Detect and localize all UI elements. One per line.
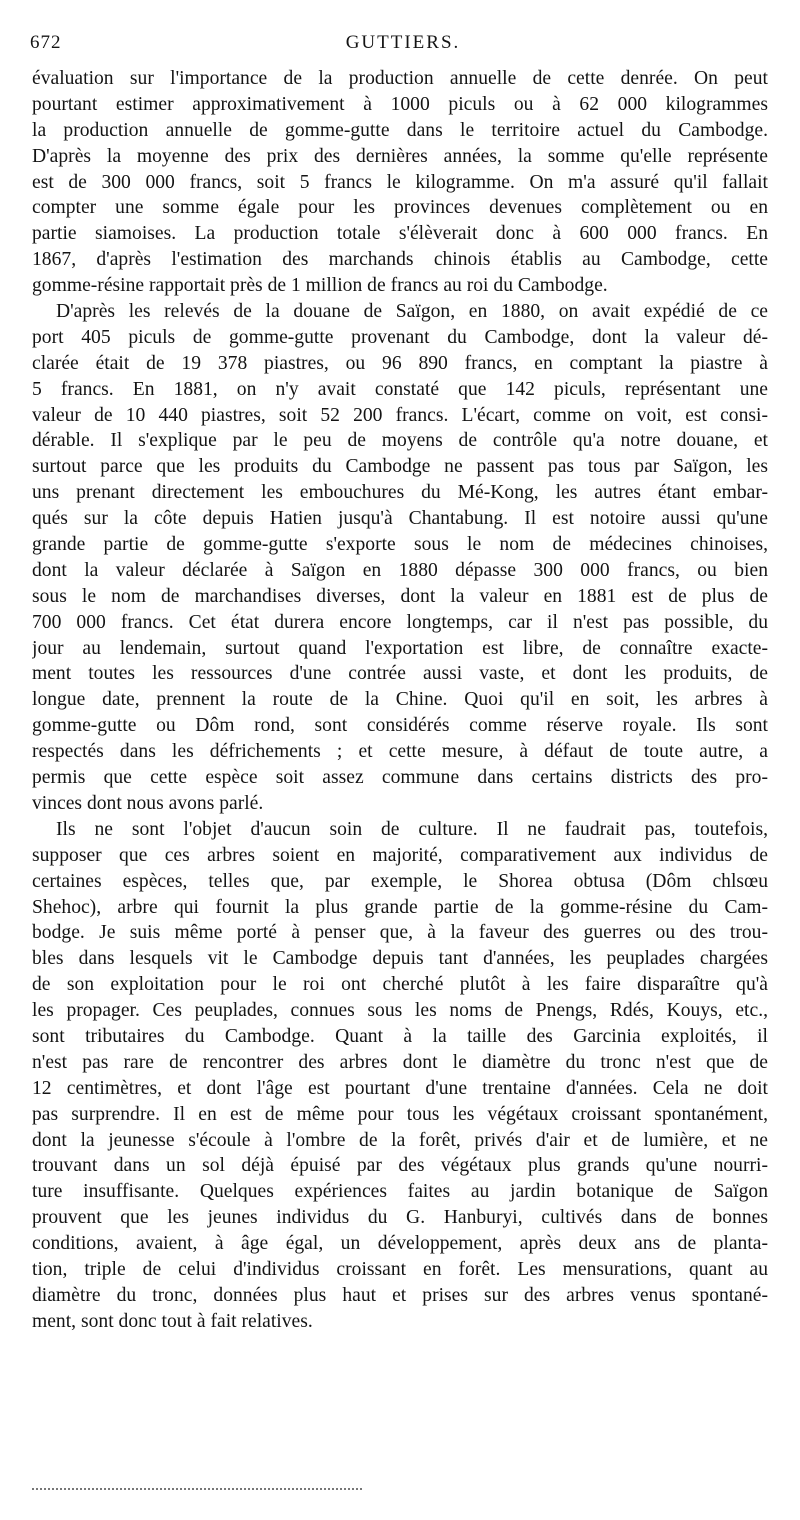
text-line: surtout parce que les produits du Cambodge ne passent pas tous par Saïgon, les	[32, 456, 768, 478]
text-line: supposer que ces arbres soient en majorité, comparativement aux individus de	[32, 844, 768, 866]
text-line: 12 centimètres, et dont l'âge est pourtant d'une trentaine d'années. Cela ne doit	[32, 1077, 768, 1099]
text-line: compter une somme égale pour les provinces devenues complètement ou en	[32, 197, 768, 219]
text-line: 5 francs. En 1881, on n'y avait constaté que 142 piculs, représentant une	[32, 378, 768, 400]
text-line: évaluation sur l'importance de la production annuelle de cette denrée. On peut	[32, 68, 768, 89]
text-line: 1867, d'après l'estimation des marchands chinois établis au Cambodge, cette	[32, 249, 768, 271]
paragraph	[32, 817, 768, 1335]
text-line: est de 300 000 francs, soit 5 francs le kilogramme. On m'a assuré qu'il fallait	[32, 171, 768, 193]
text-line: clarée était de 19 378 piastres, ou 96 890 francs, en comptant la piastre à	[32, 352, 768, 374]
text-line: pas surprendre. Il en est de même pour tous les végétaux croissant spontanément,	[32, 1103, 768, 1125]
text-line: bodge. Je suis même porté à penser que, à la faveur des guerres ou des trou-	[32, 922, 768, 944]
text-line: permis que cette espèce soit assez commune dans certains districts des pro-	[32, 767, 768, 789]
page-number: 672	[30, 32, 62, 53]
footer-rule	[32, 1484, 362, 1490]
text-line: partie siamoises. La production totale s'élèverait donc à 600 000 francs. En	[32, 223, 768, 245]
text-line: jour au lendemain, surtout quand l'exportation est libre, de connaître exacte-	[32, 637, 768, 659]
text-line: ture insuffisante. Quelques expériences faites au jardin botanique de Saïgon	[32, 1181, 768, 1203]
text-line: sous le nom de marchandises diverses, dont la valeur en 1881 est de plus de	[32, 585, 768, 607]
text-line: prouvent que les jeunes individus du G. Hanburyi, cultivés dans de bonnes	[32, 1207, 768, 1229]
text-line: vinces dont nous avons parlé.	[32, 792, 264, 814]
text-line: longue date, prennent la route de la Chine. Quoi qu'il en soit, les arbres à	[32, 689, 768, 711]
body-text	[32, 66, 768, 1335]
text-line: 700 000 francs. Cet état durera encore longtemps, car il n'est pas possible, du	[32, 611, 768, 633]
text-line: certaines espèces, telles que, par exemple, le Shorea obtusa (Dôm chlsœu	[32, 870, 768, 892]
text-line: dérable. Il s'explique par le peu de moyens de contrôle qu'a notre douane, et	[32, 430, 768, 452]
text-line: gomme-gutte ou Dôm rond, sont considérés comme réserve royale. Ils sont	[32, 715, 768, 737]
text-line: valeur de 10 440 piastres, soit 52 200 francs. L'écart, comme on voit, est consi-	[32, 404, 768, 426]
text-line: n'est pas rare de rencontrer des arbres dont le diamètre du tronc n'est que de	[32, 1051, 768, 1073]
text-line: dont la valeur déclarée à Saïgon en 1880 dépasse 300 000 francs, ou bien	[32, 559, 768, 581]
text-line: diamètre du tronc, données plus haut et prises sur des arbres venus spontané-	[32, 1284, 768, 1306]
text-line: bles dans lesquels vit le Cambodge depuis tant d'années, les peuplades chargées	[32, 948, 768, 970]
text-line: conditions, avaient, à âge égal, un développement, après deux ans de planta-	[32, 1233, 768, 1255]
text-line: Shehoc), arbre qui fournit la plus grande partie de la gomme-résine du Cam-	[32, 896, 768, 918]
text-line: D'après les relevés de la douane de Saïgon, en 1880, on avait expédié de ce	[56, 301, 768, 323]
text-line: la production annuelle de gomme-gutte dans le territoire actuel du Cambodge.	[32, 119, 768, 141]
text-line: de son exploitation pour le roi ont cherché plutôt à les faire disparaître qu'à	[32, 974, 768, 996]
text-line: Ils ne sont l'objet d'aucun soin de culture. Il ne faudrait pas, toutefois,	[56, 818, 768, 840]
text-line: port 405 piculs de gomme-gutte provenant du Cambodge, dont la valeur dé-	[32, 326, 768, 348]
text-line: gomme-résine rapportait près de 1 million de francs au roi du Cambodge.	[32, 275, 608, 297]
text-line: les propager. Ces peuplades, connues sous les noms de Pnengs, Rdés, Kouys, etc.,	[32, 1000, 768, 1022]
text-line: D'après la moyenne des prix des dernières années, la somme qu'elle représente	[32, 145, 768, 167]
paragraph	[32, 66, 768, 299]
text-line: uns prenant directement les embouchures du Mé-Kong, les autres étant embar-	[32, 482, 768, 504]
text-line: qués sur la côte depuis Hatien jusqu'à Chantabung. Il est notoire aussi qu'une	[32, 508, 768, 530]
running-title: GUTTIERS.	[345, 32, 461, 53]
text-line: trouvant dans un sol déjà épuisé par des végétaux plus grands qu'une nourri-	[32, 1155, 768, 1177]
text-line: sont tributaires du Cambodge. Quant à la taille des Garcinia exploités, il	[32, 1025, 768, 1047]
text-line: pourtant estimer approximativement à 1000 piculs ou à 62 000 kilogrammes	[32, 93, 768, 115]
text-line: ment toutes les ressources d'une contrée aussi vaste, et dont les produits, de	[32, 663, 768, 685]
page-header	[30, 32, 776, 56]
paragraph	[32, 299, 768, 817]
text-line: tion, triple de celui d'individus croissant en forêt. Les mensurations, quant au	[32, 1258, 768, 1280]
text-line: dont la jeunesse s'écoule à l'ombre de la forêt, privés d'air et de lumière, et ne	[32, 1129, 768, 1151]
text-line: grande partie de gomme-gutte s'exporte sous le nom de médecines chinoises,	[32, 534, 768, 556]
text-line: respectés dans les défrichements ; et cette mesure, à défaut de toute autre, a	[32, 741, 768, 763]
text-line: ment, sont donc tout à fait relatives.	[32, 1310, 313, 1332]
